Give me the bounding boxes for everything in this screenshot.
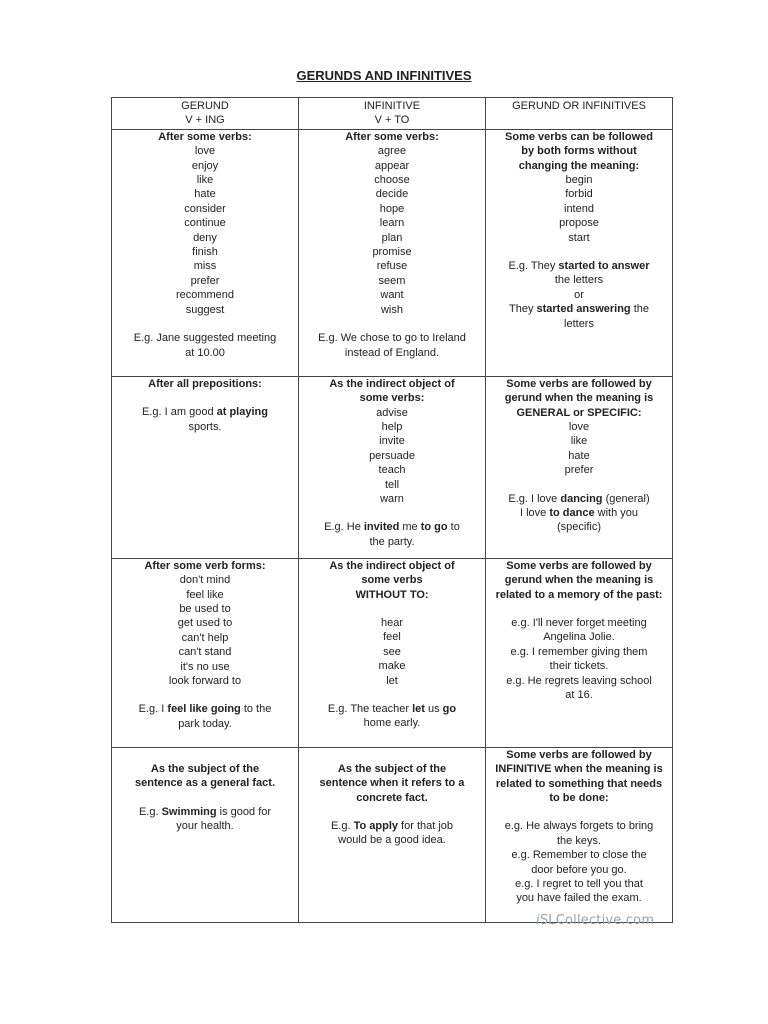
cell-subject-general: As the subject of the sentence as a general fact. E.g. Swimming is good for your health. (112, 747, 299, 922)
cell-subject-concrete: As the subject of the sentence when it refers to a concrete fact. E.g. To apply for that job would be a good idea. (299, 747, 486, 922)
table-row (112, 558, 673, 747)
table-row (112, 376, 673, 558)
table-row (112, 747, 673, 922)
cell-gerund-verbs: After some verbs: love enjoy like hate consider continue deny finish miss prefer recommend suggest E.g. Jane suggested meeting at 10.00 (112, 129, 299, 376)
cell-verb-forms: After some verb forms: don't mind feel like be used to get used to can't help can't stand it's no use look forward to E.g. I feel like going to the park today. (112, 558, 299, 747)
header-gerund: GERUND V + ING (112, 98, 299, 130)
cell-prepositions: After all prepositions: E.g. I am good at playing sports. (112, 376, 299, 558)
header-gerund-or-infinitive: GERUND OR INFINITIVES (486, 98, 673, 130)
header-infinitive: INFINITIVE V + TO (299, 98, 486, 130)
cell-both-forms: Some verbs can be followed by both forms without changing the meaning: begin forbid intend propose start E.g. They started to answer the letters or They started answering the letters (486, 129, 673, 376)
header-row (112, 98, 673, 130)
cell-without-to: As the indirect object of some verbs WITHOUT TO: hear feel see make let E.g. The teacher let us go home early. (299, 558, 486, 747)
cell-general-specific: Some verbs are followed by gerund when the meaning is GENERAL or SPECIFIC: love like hate prefer E.g. I love dancing (general) I love to dance with you (specific) (486, 376, 673, 558)
table-row (112, 129, 673, 376)
grammar-table (111, 97, 673, 923)
cell-memory-past: Some verbs are followed by gerund when the meaning is related to a memory of the past: e.g. I'll never forget meeting Angelina Jolie. e.g. I remember giving them their tickets. e.g. He regrets leaving school at 16. (486, 558, 673, 747)
cell-needs-to-be-done: Some verbs are followed by INFINITIVE when the meaning is related to something that needs to be done: e.g. He always forgets to bring the keys. e.g. Remember to close the door before you go. e.g. I regret to tell you that you have failed the exam. (486, 747, 673, 922)
site-watermark: iSLCollective.com (536, 913, 655, 928)
page-title: GERUNDS AND INFINITIVES (296, 68, 472, 83)
cell-infinitive-verbs: After some verbs: agree appear choose decide hope learn plan promise refuse seem want wish E.g. We chose to go to Ireland instead of England. (299, 129, 486, 376)
cell-indirect-object: As the indirect object of some verbs: advise help invite persuade teach tell warn E.g. He invited me to go to the party. (299, 376, 486, 558)
